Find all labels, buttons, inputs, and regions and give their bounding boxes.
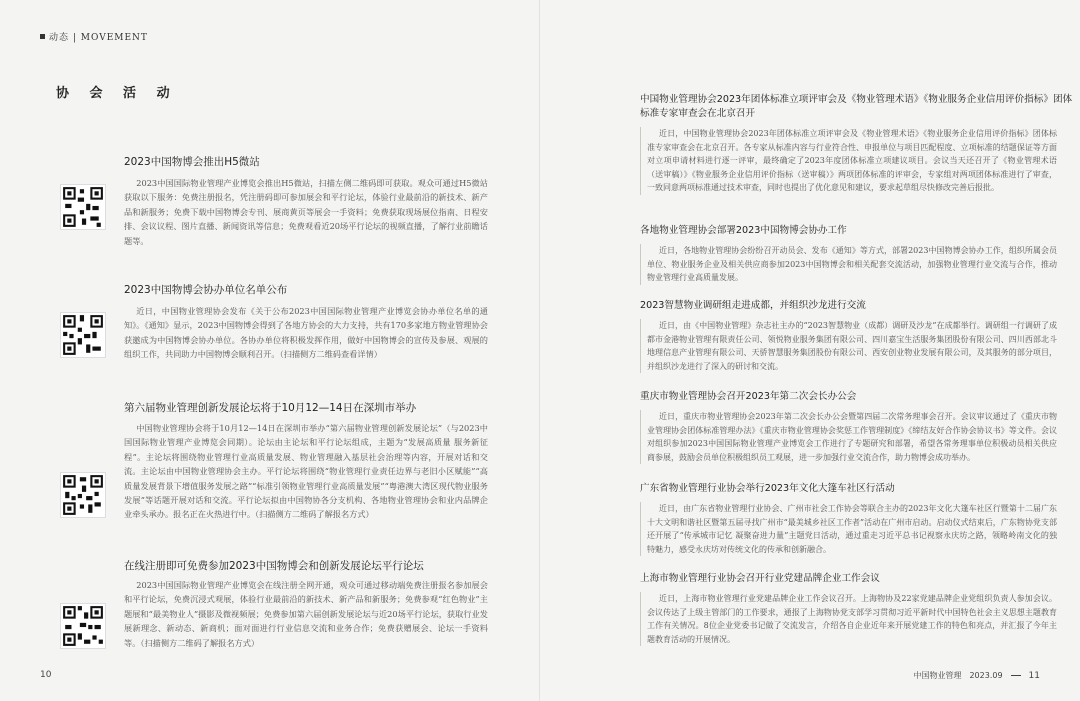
section-header	[40, 30, 148, 43]
news-title-4: 在线注册即可免费参加2023中国物博会和创新发展论坛平行论坛	[124, 560, 424, 572]
news-title: 重庆市物业管理协会召开2023年第二次会长办公会	[640, 391, 857, 402]
news-item	[640, 299, 1080, 373]
news-title-3: 第六届物业管理创新发展论坛将于10月12—14日在深圳市举办	[124, 402, 417, 414]
news-body: 近日，由广东省物业管理行业协会、广州市社会工作协会等联合主办的2023年文化大篷车社区行暨第十二届广东十大文明和谐社区暨第五届寻找广州市“最美城乡社区工作者”活动在广州市启动。启动仪式结束后，广东物协党支部还开展了“传承城市记忆 凝聚奋进力量”主题党日活动，通过重走习近平总书记视察永庆坊之路，领略岭南文化的独特魅力，感受永庆坊对传统文化的传承和创新融合。	[640, 502, 1057, 556]
news-title: 各地物业管理协会部署2023中国物博会协办工作	[640, 225, 847, 236]
header-square-icon	[40, 34, 45, 39]
header-label: 动态 | MOVEMENT	[49, 33, 148, 43]
news-title-1: 2023中国物博会推出H5微站	[124, 156, 260, 168]
dash-divider	[1011, 675, 1021, 676]
news-item	[640, 482, 1080, 556]
qr-code-icon	[60, 312, 106, 358]
news-body: 近日，上海市物业管理行业党建品牌企业工作会议召开。上海物协及22家党建品牌企业党组织负责人参加会议。会议传达了上级主管部门的工作要求，通报了上海物协党支部学习贯彻习近平新时代中国特色社会主义思想主题教育工作有关情况。8位企业党委书记做了交流发言，介绍各自企业近年来开展党建工作的特色和亮点，并汇报了今年主题教育活动的开展情况。	[640, 592, 1057, 646]
issue-date: 2023.09	[969, 671, 1003, 680]
news-body: 近日，中国物业管理协会2023年团体标准立项评审会及《物业管理术语》《物业服务企业信用评价指标》团体标准专家审查会在北京召开。各专家从标准内容与行业符合性、申报单位与项目匹配程度、立项标准的结题保证等方面对立项申请材料进行逐一评审，最终确定了2023年度团体标准立项建议项目。会议当天还召开了《物业管理术语（送审稿）》《物业服务企业信用评价指标（送审稿）》两项团体标准的评审会，专家组对两项团体标准进行了审查，一致同意两项标准通过技术审查，同时也提出了优化意见和建议，要求起草组尽快修改完善后报批。	[640, 127, 1057, 195]
news-body-4: 2023中国国际物业管理产业博览会在线注册全网开通，观众可通过移动端免费注册报名参加展会和平行论坛，免费沉浸式观展，体验行业最前沿的新技术、新产品和新服务；免费参观“红色物业”主题展和“最美物业人”摄影及微视频展；免费参加第六届创新发展论坛与近20场平行论坛，获取行业发展新理念、新动态、新商机；面对面进行行业信息交流和业务合作；免费获赠展会、论坛一手资料等。（扫描侧方二维码了解报名方式）	[124, 580, 488, 648]
news-title: 上海市物业管理行业协会召开行业党建品牌企业工作会议	[640, 573, 880, 584]
footer-right	[913, 670, 1040, 681]
news-body-2: 近日，中国物业管理协会发布《关于公布2023中国国际物业管理产业博览会协办单位名单的通知》。《通知》显示，2023中国物博会得到了各地方协会的大力支持，共有170多家地方物业管理协会获邀成为中国物博会协办单位。各协办单位将积极发挥作用，做好中国物博会的宣传及参展、观展的组织工作，共同助力中国物博会顺利召开。（扫描侧方二维码查看详情）	[124, 306, 488, 360]
qr-code-icon	[60, 472, 106, 518]
news-title: 广东省物业管理行业协会举行2023年文化大篷车社区行活动	[640, 483, 895, 494]
right-page	[540, 0, 1080, 701]
news-body-1: 2023中国国际物业管理产业博览会推出H5微站，扫描左侧二维码即可获取。观众可通过H5微站获取以下服务：免费注册报名，凭注册码即可参加展会和平行论坛，体验行业最前沿的新技术、新产品和新服务；免费下载中国物博会专刊、展商黄页等展会一手资料；免费获取现场展位指南、日程安排、会议议程、图片直播、新闻资讯等信息；免费观看近20场平行论坛的视频直播，了解行业前瞻话题等。	[124, 178, 488, 246]
news-body: 近日，各地物业管理协会纷纷召开动员会、发布《通知》等方式，部署2023中国物博会协办工作，组织所属会员单位、物业服务企业及相关供应商参加2023中国物博会和相关配套交流活动，加强物业管理行业交流与合作，推动物业管理行业高质量发展。	[640, 244, 1057, 285]
magazine-name: 中国物业管理	[913, 671, 962, 680]
news-item	[640, 224, 1080, 285]
news-body: 近日，重庆市物业管理协会2023年第二次会长办公会暨第四届二次常务理事会召开。会议审议通过了《重庆市物业管理协会团体标准管理办法》《重庆市物业管理协会奖惩工作管理制度》《缔结友好合作协会协议书》等文件。会议对组织参加2023中国国际物业管理产业博览会工作进行了专题研究和部署，希望各常务理事单位积极动员相关供应商参展，鼓励会员单位积极组织员工观展，进一步加强行业交流合作，助力物博会成功举办。	[640, 410, 1057, 464]
qr-code-icon	[60, 184, 106, 230]
news-title: 中国物业管理协会2023年团体标准立项评审会及《物业管理术语》《物业服务企业信用评价指标》团体标准专家审查会在北京召开	[640, 94, 1073, 119]
news-title: 2023智慧物业调研组走进成都，并组织沙龙进行交流	[640, 300, 866, 311]
news-item	[640, 572, 1080, 646]
qr-code-icon	[60, 603, 106, 649]
section-title: 协 会 活 动	[56, 86, 178, 101]
news-body: 近日，由《中国物业管理》杂志社主办的“2023智慧物业（成都）调研及沙龙”在成都举行。调研组一行调研了成都市金港物业管理有限责任公司、领悦物业服务集团有限公司、四川嘉宝生活服务集团股份有限公司、四川西部北斗地理信息产业管理有限公司、天骄智慧服务集团股份有限公司、西安创业物业发展有限公司，及其服务的部分项目，并组织沙龙进行了深入的研讨和交流。	[640, 319, 1057, 373]
page-number-left: 10	[40, 670, 52, 680]
news-item	[640, 93, 1080, 195]
news-body-3: 中国物业管理协会将于10月12—14日在深圳市举办“第六届物业管理创新发展论坛”（与2023中国国际物业管理产业博览会同期）。论坛由主论坛和平行论坛组成，主题为“发展高质量 服务新征程”。主论坛将围绕物业管理行业高质量发展、物业管理融入基层社会治理等内容，开展对话和交流。主论坛由中国物业管理协会主办。平行论坛将围绕“物业管理行业责任边界与老旧小区赋能”“高质量发展背景下增值服务发展之路”“标准引领物业管理行业高质量发展”“粤港澳大湾区现代物业服务发展”等话题开展对话和交流。平行论坛拟由中国物协各分支机构、各地物业管理协会和业内品牌企业牵头承办。报名正在火热进行中。（扫描侧方二维码了解报名方式）	[124, 423, 488, 520]
news-item	[640, 390, 1080, 464]
page-number-right: 11	[1028, 670, 1040, 681]
news-title-2: 2023中国物博会协办单位名单公布	[124, 284, 288, 296]
